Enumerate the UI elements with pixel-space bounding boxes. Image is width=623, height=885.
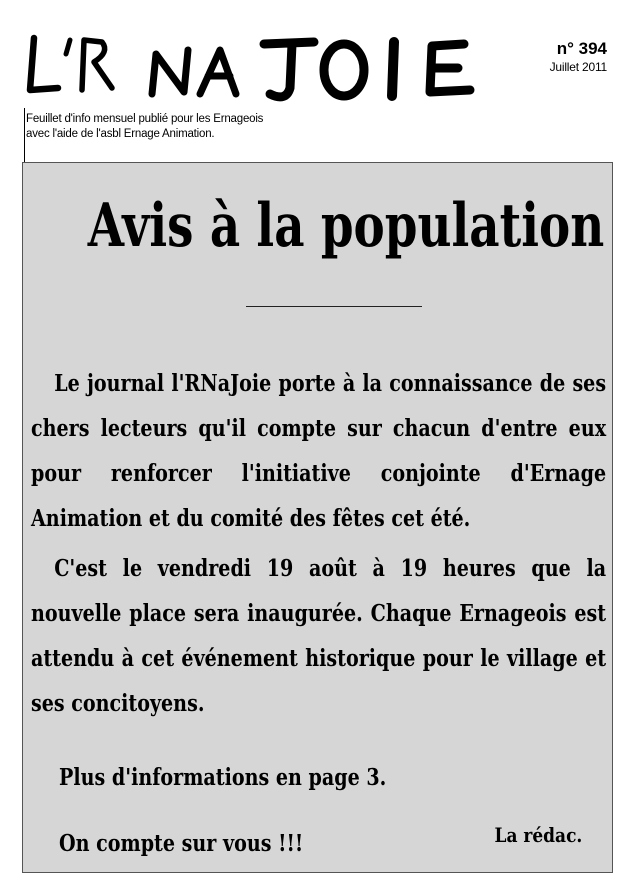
subtitle-line-1: Feuillet d'info mensuel publié pour les Ernageois	[26, 113, 264, 125]
masthead-subtitle	[26, 112, 263, 142]
issue-info	[550, 40, 607, 73]
masthead-logo	[24, 30, 494, 108]
issue-date: Juillet 2011	[549, 60, 607, 74]
subtitle-line-2: avec l'aide de l'asbl Ernage Animation.	[26, 128, 215, 140]
notice-body	[31, 361, 606, 726]
masthead-title-lettering	[24, 30, 494, 108]
notice-panel	[22, 162, 613, 873]
headline-divider	[246, 306, 422, 307]
call-to-action-text: On compte sur vous !!!	[59, 830, 304, 857]
signature: La rédac.	[494, 823, 582, 847]
notice-paragraph-2: C'est le vendredi 19 août à 19 heures que la nouvelle place sera inaugurée. Chaque Ernageois est attendu à cet événement historique pour le village et ses concitoyens.	[31, 555, 607, 717]
more-info-text: Plus d'informations en page 3.	[59, 764, 387, 791]
notice-paragraph-1: Le journal l'RNaJoie porte à la connaissance de ses chers lecteurs qu'il compte sur chacun d'entre eux pour renforcer l'initiative conjointe d'Ernage Animation et du comité des fêtes cet été.	[31, 370, 607, 532]
issue-number: n° 394	[556, 39, 607, 58]
notice-headline: Avis à la population	[87, 191, 605, 261]
